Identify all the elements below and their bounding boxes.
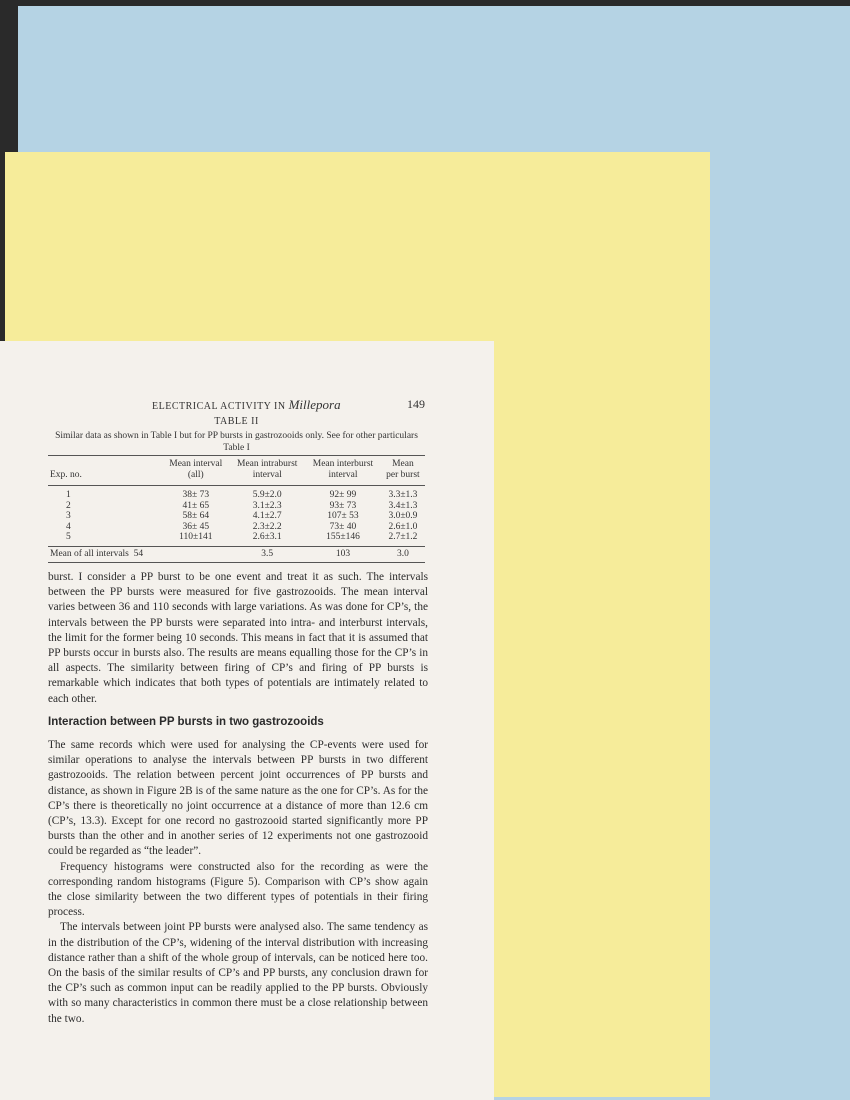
- table-row: [48, 511, 425, 522]
- cell-interburst: 93± 73: [329, 500, 357, 511]
- table-row: [48, 501, 425, 512]
- cell-exp: 2: [66, 500, 71, 511]
- footer-per-burst: 3.0: [381, 546, 425, 562]
- cell-mean-interval: 38± 73: [182, 490, 210, 500]
- running-head-caps: ELECTRICAL ACTIVITY IN: [152, 401, 286, 412]
- table-row: [48, 532, 425, 546]
- footer-interburst: 103: [305, 546, 381, 562]
- table-header-row: [48, 456, 425, 486]
- footer-spacer: [162, 546, 229, 562]
- header-per-burst: [381, 456, 425, 486]
- page-folio: 149: [407, 397, 425, 411]
- cell-per-burst: 2.7±1.2: [388, 532, 418, 542]
- cell-per-burst: 3.0±0.9: [388, 511, 418, 521]
- running-head: [152, 397, 341, 413]
- footer-label: [48, 546, 162, 562]
- cell-interburst: 92± 99: [329, 490, 357, 500]
- paragraph-text: The intervals between joint PP bursts were analysed also. The same tendency as in the distribution of the CP’s, widening of the interval distribution with increasing distance rather than a shift of the whole group of intervals, can be noticed here too. On the basis of the similar results of CP’s and PP bursts, any conclusion drawn for the CP’s such as common input can be readily applied to the PP bursts. Obviously with so many characteristics in common there must be a close relationship between the two.: [48, 921, 428, 1025]
- data-table: [48, 455, 425, 563]
- cell-exp: 4: [66, 521, 71, 532]
- body-paragraph: [48, 570, 428, 707]
- cell-interburst: 155±146: [326, 532, 360, 542]
- cell-intraburst: 4.1±2.7: [252, 511, 282, 521]
- cell-per-burst: 3.4±1.3: [388, 500, 418, 511]
- cell-intraburst: 2.6±3.1: [252, 532, 282, 542]
- cell-intraburst: 5.9±2.0: [252, 490, 282, 500]
- cell-per-burst: 3.3±1.3: [388, 490, 418, 500]
- header-mean-interval-line1: Mean interval: [169, 459, 223, 469]
- running-head-genus: Millepora: [288, 397, 341, 412]
- table-row: [48, 522, 425, 533]
- table-row: [48, 486, 425, 501]
- cell-interburst: 107± 53: [327, 511, 359, 521]
- cell-mean-interval: 58± 64: [182, 511, 210, 521]
- header-per-burst-line1: Mean: [392, 459, 414, 469]
- cell-intraburst: 3.1±2.3: [252, 500, 282, 511]
- table-caption: Similar data as shown in Table I but for PP bursts in gastrozooids only. See for other particulars Table I: [55, 431, 418, 453]
- header-interburst-line1: Mean interburst: [312, 459, 374, 469]
- cell-intraburst: 2.3±2.2: [252, 521, 282, 532]
- footer-label-text: Mean of all intervals: [50, 548, 129, 559]
- header-intraburst: [229, 456, 305, 486]
- header-intraburst-line1: Mean intraburst: [237, 459, 298, 469]
- cell-exp: 5: [66, 532, 71, 542]
- paragraph-text: Frequency histograms were constructed also for the recording as were the corresponding random histograms (Figure 5). Comparison with CP’s show again the close similarity between the two different types of potentials in their firing process.: [48, 860, 428, 919]
- cell-per-burst: 2.6±1.0: [388, 521, 418, 532]
- body-section: [48, 738, 428, 1027]
- cell-mean-interval: 36± 45: [182, 521, 210, 532]
- header-mean-interval-line2: (all): [187, 470, 204, 480]
- footer-intraburst: 3.5: [229, 546, 305, 562]
- cell-exp: 3: [66, 511, 71, 521]
- cell-mean-interval: 41± 65: [182, 500, 210, 511]
- header-per-burst-line2: per burst: [386, 470, 420, 480]
- header-intraburst-line2: interval: [252, 470, 282, 480]
- cell-interburst: 73± 40: [329, 521, 357, 532]
- table-title: TABLE II: [214, 416, 259, 427]
- paragraph-text: burst. I consider a PP burst to be one event and treat it as such. The intervals between the PP bursts were measured for five gastrozooids. The mean interval varies between 36 and 110 seconds with large variations. As was done for CP’s, the intervals between the PP bursts were separated into intra- and interburst intervals, the limit for the former being 10 seconds. This means in fact that it is assumed that PP bursts occur in bursts also. The results are means equalling those for the CP’s in all aspects. The similarity between firing of CP’s and firing of PP bursts is remarkable which indicates that both types of potentials are intimately related to each other.: [48, 571, 428, 705]
- header-interburst: [305, 456, 381, 486]
- section-heading: Interaction between PP bursts in two gastrozooids: [48, 716, 324, 728]
- paragraph-text: The same records which were used for analysing the CP-events were used for similar operations to analyse the intervals between PP bursts in two different gastrozooids. The relation between percent joint occurrences of PP bursts and distance, as shown in Figure 2B is of the same nature as the one for CP’s. As for the CP’s there is theoretically no joint occurrence at a distance of more than 12.6 cm (CP’s, 13.3). Except for one record no gastrozooid started significantly more PP bursts than the other and in another series of 12 experiments not one gastrozooid could be regarded as “the leader”.: [48, 739, 428, 858]
- cell-mean-interval: 110±141: [179, 532, 213, 542]
- footer-mean-interval: 54: [133, 548, 144, 559]
- header-mean-interval: [162, 456, 229, 486]
- table-footer-row: [48, 546, 425, 562]
- cell-exp: 1: [66, 490, 71, 500]
- header-exp-no: Exp. no.: [48, 456, 162, 486]
- header-interburst-line2: interval: [328, 470, 358, 480]
